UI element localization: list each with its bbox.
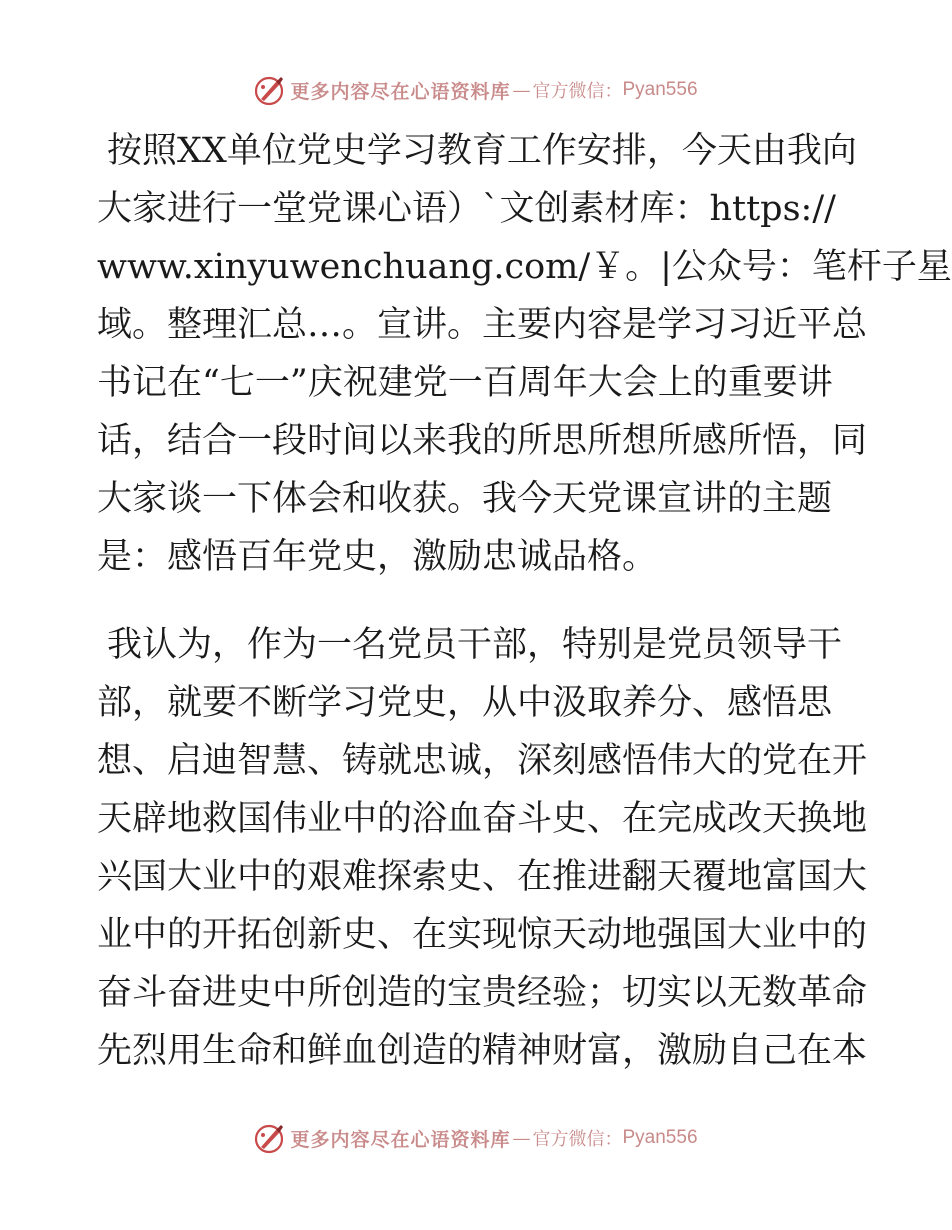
text-line: 话，结合一段时间以来我的所思所想所感所悟，同 (97, 421, 868, 461)
watermark-contact-id: Pyan556 (622, 79, 698, 100)
paragraph (97, 122, 952, 586)
paragraph (97, 616, 868, 1080)
text-line: 书记在“七一”庆祝建党一百周年大会上的重要讲 (97, 363, 833, 403)
text-line: 部，就要不断学习党史，从中汲取养分、感悟思 (97, 683, 833, 723)
header-watermark (0, 70, 950, 110)
text-line: 先烈用生命和鲜血创造的精神财富，激励自己在本 (97, 1031, 868, 1071)
text-line: www.xinyuwenchuang.com/￥。|公众号：笔杆子星 (97, 247, 952, 287)
watermark-contact-label: 官方微信： (532, 1129, 623, 1150)
watermark-separator: — (512, 79, 531, 101)
text-line: 域。整理汇总…。宣讲。主要内容是学习习近平总 (97, 305, 868, 345)
footer-watermark (0, 1118, 950, 1158)
watermark-separator: — (512, 1127, 531, 1149)
text-line: 业中的开拓创新史、在实现惊天动地强国大业中的 (97, 915, 868, 955)
watermark-site-text: 更多内容尽在心语资料库 (290, 80, 511, 103)
text-line: 按照XX单位党史学习教育工作安排，今天由我向 (107, 131, 857, 171)
document-body (97, 122, 952, 1080)
text-line: 兴国大业中的艰难探索史、在推进翻天覆地富国大 (97, 857, 868, 897)
text-line: 奋斗奋进史中所创造的宝贵经验；切实以无数革命 (97, 973, 868, 1013)
watermark-contact-label: 官方微信： (532, 81, 623, 102)
quill-logo-icon (252, 1121, 286, 1155)
text-line: 大家进行一堂党课心语）`文创素材库：https:// (97, 189, 836, 229)
text-line: 想、启迪智慧、铸就忠诚，深刻感悟伟大的党在开 (97, 741, 868, 781)
watermark-contact-id: Pyan556 (622, 1127, 698, 1148)
text-line: 是：感悟百年党史，激励忠诚品格。 (97, 537, 658, 577)
text-line: 我认为，作为一名党员干部，特别是党员领导干 (107, 625, 843, 665)
quill-logo-icon (252, 73, 286, 107)
text-line: 天辟地救国伟业中的浴血奋斗史、在完成改天换地 (97, 799, 868, 839)
text-line: 大家谈一下体会和收获。我今天党课宣讲的主题 (97, 479, 833, 519)
paragraph-gap (97, 586, 849, 616)
watermark-site-text: 更多内容尽在心语资料库 (290, 1128, 511, 1151)
